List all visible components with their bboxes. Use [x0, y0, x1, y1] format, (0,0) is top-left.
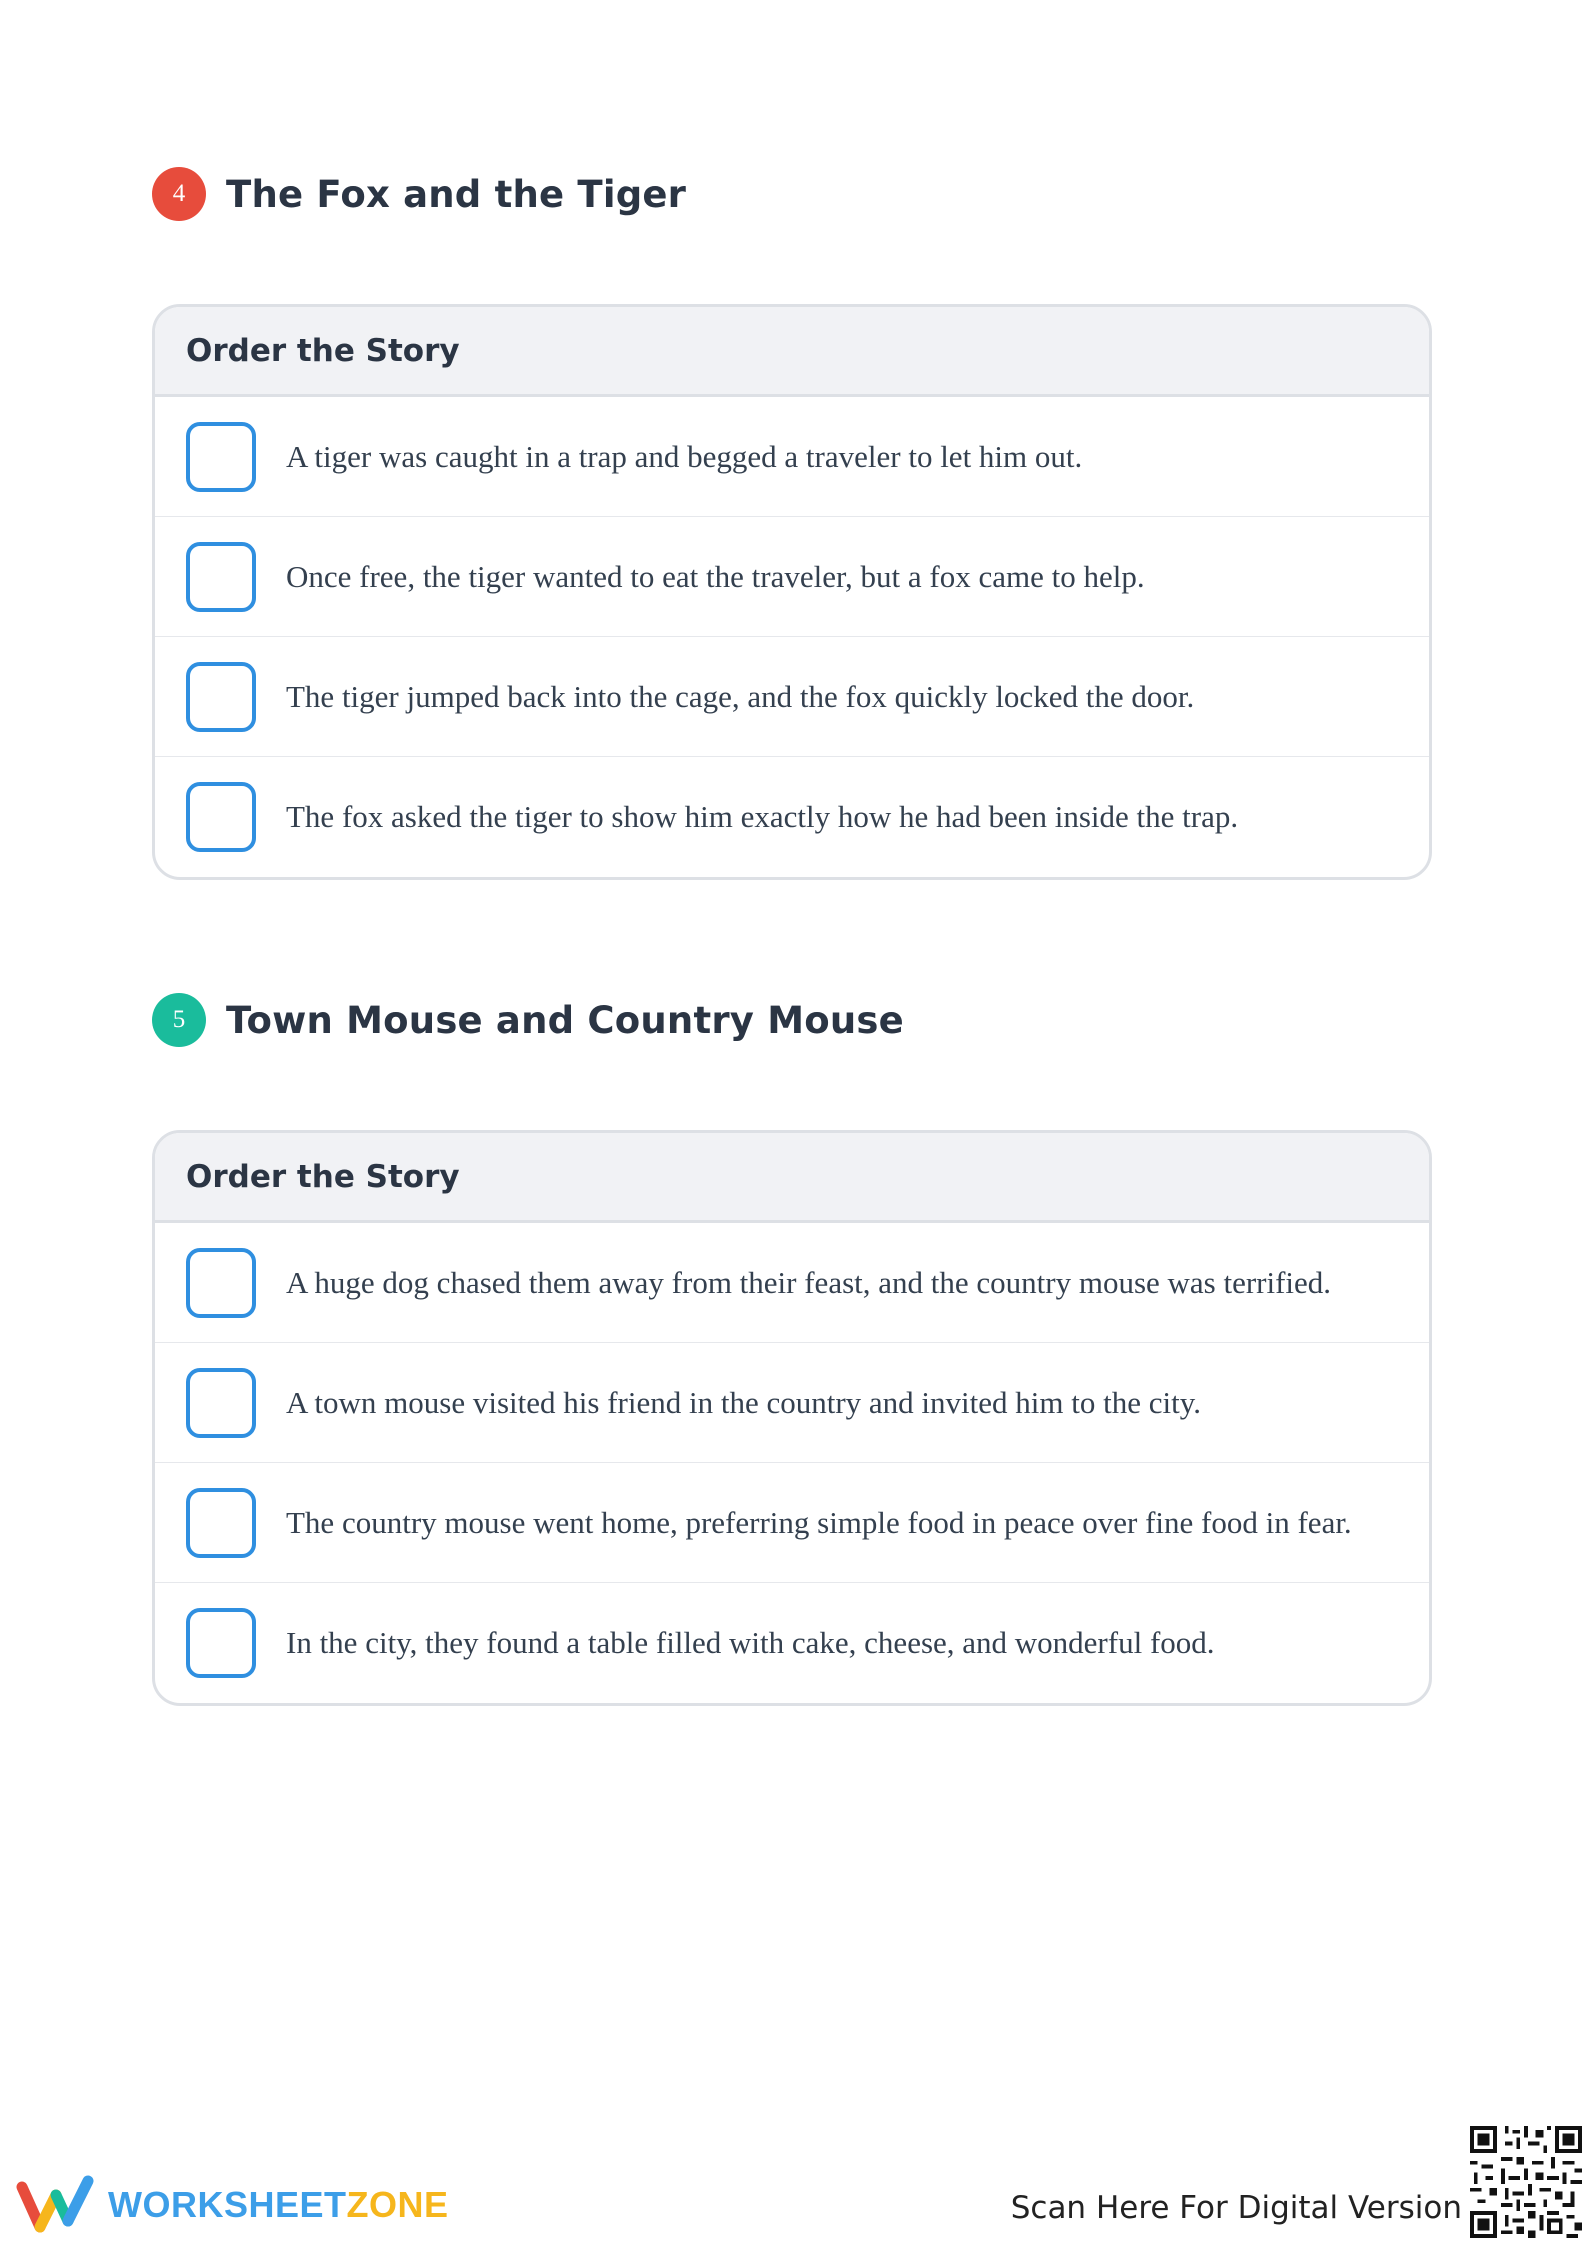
logo-text — [108, 2184, 449, 2226]
story-item-text: In the city, they found a table filled with cake, cheese, and wonderful food. — [286, 1625, 1215, 1660]
order-checkbox[interactable] — [186, 422, 256, 492]
story-item-text: A tiger was caught in a trap and begged a traveler to let him out. — [286, 438, 1083, 474]
story-item-text: The country mouse went home, preferring simple food in peace over fine food in fear. — [286, 1504, 1352, 1540]
order-checkbox[interactable] — [186, 1488, 256, 1558]
order-checkbox[interactable] — [186, 662, 256, 732]
story-item — [155, 397, 1429, 517]
scan-instruction: Scan Here For Digital Version — [1010, 2190, 1462, 2226]
logo-w-icon — [16, 2175, 100, 2235]
order-story-card-5 — [152, 1130, 1432, 1706]
section-number-badge: 5 — [152, 993, 206, 1047]
story-item — [155, 637, 1429, 757]
section-title: The Fox and the Tiger — [226, 172, 687, 216]
qr-code-icon[interactable] — [1470, 2126, 1582, 2238]
story-item-text: A huge dog chased them away from their feast, and the country mouse was terrified. — [286, 1264, 1332, 1300]
card-title: Order the Story — [155, 307, 1429, 397]
story-item — [155, 757, 1429, 877]
section-heading-5 — [152, 992, 904, 1048]
section-heading-4 — [152, 166, 686, 222]
order-story-card-4 — [152, 304, 1432, 880]
story-item — [155, 1463, 1429, 1583]
story-item — [155, 1343, 1429, 1463]
story-item-text: The tiger jumped back into the cage, and the fox quickly locked the door. — [286, 678, 1195, 714]
logo-text-zone: ZONE — [346, 2184, 449, 2225]
story-item — [155, 1223, 1429, 1343]
order-checkbox[interactable] — [186, 542, 256, 612]
story-item — [155, 517, 1429, 637]
story-item-text: The fox asked the tiger to show him exactly how he had been inside the trap. — [286, 799, 1239, 834]
order-checkbox[interactable] — [186, 1368, 256, 1438]
section-number-badge: 4 — [152, 167, 206, 221]
logo-text-worksheet: WORKSHEET — [108, 2184, 347, 2225]
worksheetzone-logo[interactable] — [16, 2175, 449, 2235]
section-title: Town Mouse and Country Mouse — [226, 998, 904, 1042]
card-title: Order the Story — [155, 1133, 1429, 1223]
order-checkbox[interactable] — [186, 1608, 256, 1678]
story-item — [155, 1583, 1429, 1703]
order-checkbox[interactable] — [186, 1248, 256, 1318]
order-checkbox[interactable] — [186, 782, 256, 852]
story-item-text: Once free, the tiger wanted to eat the traveler, but a fox came to help. — [286, 558, 1145, 594]
story-item-text: A town mouse visited his friend in the country and invited him to the city. — [286, 1384, 1201, 1420]
